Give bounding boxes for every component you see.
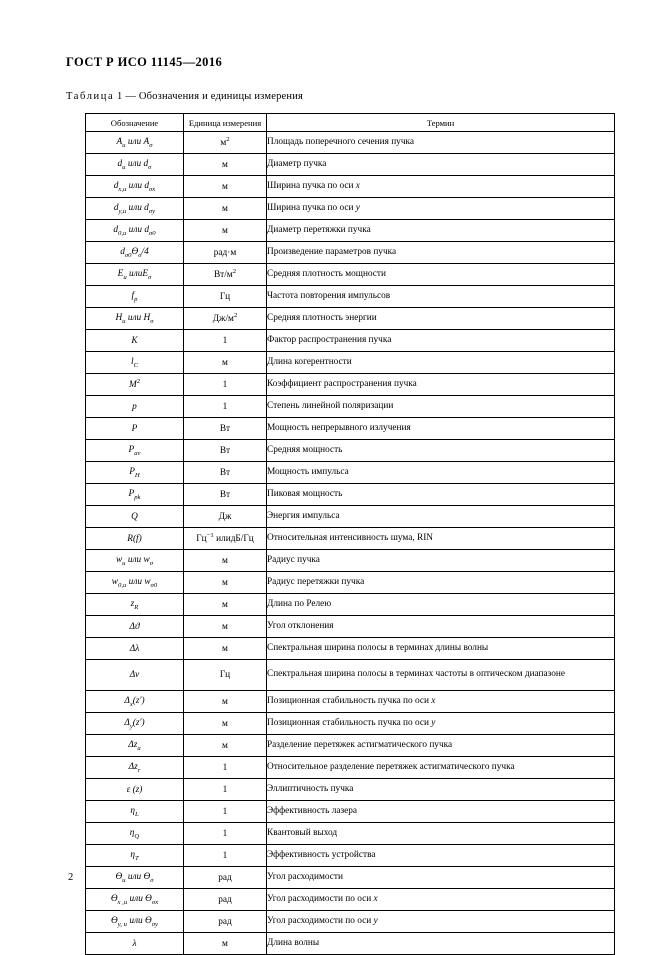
- table-row: [86, 176, 615, 198]
- cell-symbol: $d_{y,u}$ или $d_{\sigma y}$: [86, 198, 184, 220]
- table-row: [86, 638, 615, 660]
- column-header-term: Термин: [267, 114, 615, 132]
- cell-term: Позиционная стабильность пучка по оси x: [267, 691, 615, 713]
- cell-unit: рад: [184, 911, 267, 933]
- table-row: [86, 352, 615, 374]
- table-row: [86, 506, 615, 528]
- cell-unit: Вт: [184, 440, 267, 462]
- table-row: [86, 198, 615, 220]
- cell-unit: 1: [184, 845, 267, 867]
- cell-term: Эффективность лазера: [267, 801, 615, 823]
- cell-symbol: Q: [86, 506, 184, 528]
- page-title: ГОСТ Р ИСО 11145—2016: [66, 55, 223, 69]
- cell-term: Квантовый выход: [267, 823, 615, 845]
- cell-symbol: R(f): [86, 528, 184, 550]
- cell-term: Ширина пучка по оси y: [267, 198, 615, 220]
- table-caption-rest: 1 — Обозначения и единицы измерения: [114, 91, 304, 102]
- table-row: [86, 264, 615, 286]
- cell-symbol: $H_u$ или $H_\sigma$: [86, 308, 184, 330]
- table-row: [86, 418, 615, 440]
- cell-term: Диаметр перетяжки пучка: [267, 220, 615, 242]
- table-row: [86, 440, 615, 462]
- cell-term: Длина когерентности: [267, 352, 615, 374]
- cell-unit: м: [184, 713, 267, 735]
- cell-unit: м: [184, 352, 267, 374]
- cell-symbol: $\Delta z_a$: [86, 735, 184, 757]
- symbols-units-table: [85, 113, 615, 955]
- cell-term: Средняя мощность: [267, 440, 615, 462]
- cell-unit: рад: [184, 867, 267, 889]
- cell-symbol: $P_{pk}$: [86, 484, 184, 506]
- cell-symbol: $d_u$ или $d_\sigma$: [86, 154, 184, 176]
- cell-unit: Вт: [184, 462, 267, 484]
- cell-unit: $Вт/м^2$: [184, 264, 267, 286]
- table-row: [86, 462, 615, 484]
- table-row: [86, 308, 615, 330]
- cell-term: Коэффициент распространения пучка: [267, 374, 615, 396]
- cell-term: Эффективность устройства: [267, 845, 615, 867]
- cell-symbol: $E_u$ илиE$_\sigma$: [86, 264, 184, 286]
- table-caption-prefix: Таблица: [66, 91, 115, 102]
- cell-unit: м: [184, 572, 267, 594]
- table-row: [86, 757, 615, 779]
- cell-term: Энергия импульса: [267, 506, 615, 528]
- cell-unit: $Гц^{-1}$ илидБ/Гц: [184, 528, 267, 550]
- cell-term: Средняя плотность энергии: [267, 308, 615, 330]
- cell-term: Длина по Релею: [267, 594, 615, 616]
- cell-symbol: $w_u$ или $w_\sigma$: [86, 550, 184, 572]
- cell-term: Эллиптичность пучка: [267, 779, 615, 801]
- table-row: [86, 396, 615, 418]
- table-row: [86, 220, 615, 242]
- table-row: [86, 374, 615, 396]
- cell-symbol: $\Delta z_r$: [86, 757, 184, 779]
- cell-term: Угол отклонения: [267, 616, 615, 638]
- table-header-row: [86, 114, 615, 132]
- cell-unit: $м^2$: [184, 132, 267, 154]
- table-row: [86, 801, 615, 823]
- cell-term: Мощность непрерывного излучения: [267, 418, 615, 440]
- table-row: [86, 691, 615, 713]
- cell-symbol: K: [86, 330, 184, 352]
- cell-unit: м: [184, 735, 267, 757]
- cell-symbol: Δϑ: [86, 616, 184, 638]
- cell-term: Мощность импульса: [267, 462, 615, 484]
- table-row: [86, 889, 615, 911]
- cell-symbol: $z_R$: [86, 594, 184, 616]
- table-row: [86, 550, 615, 572]
- cell-term: Средняя плотность мощности: [267, 264, 615, 286]
- cell-unit: 1: [184, 757, 267, 779]
- table-row: [86, 779, 615, 801]
- cell-symbol: $ϴ_{y, u}$ или $ϴ_{\sigma y}$: [86, 911, 184, 933]
- cell-unit: Вт: [184, 484, 267, 506]
- table-row: [86, 594, 615, 616]
- cell-symbol: $d_{x,u}$ или $d_{\sigma x}$: [86, 176, 184, 198]
- table-row: [86, 713, 615, 735]
- cell-term: Угол расходимости: [267, 867, 615, 889]
- table-row: [86, 845, 615, 867]
- cell-symbol: $\eta_T$: [86, 845, 184, 867]
- table-row: [86, 823, 615, 845]
- cell-term: Разделение перетяжек астигматического пучка: [267, 735, 615, 757]
- cell-symbol: $\Delta_y(z')$: [86, 713, 184, 735]
- cell-symbol: $A_u$ или $A_\sigma$: [86, 132, 184, 154]
- cell-symbol: $\eta_L$: [86, 801, 184, 823]
- cell-term: Относительное разделение перетяжек астигматического пучка: [267, 757, 615, 779]
- table-row: [86, 484, 615, 506]
- table-row: [86, 528, 615, 550]
- table-row: [86, 330, 615, 352]
- cell-term: Относительная интенсивность шума, RIN: [267, 528, 615, 550]
- cell-unit: Вт: [184, 418, 267, 440]
- cell-unit: м: [184, 691, 267, 713]
- cell-symbol: $l_C$: [86, 352, 184, 374]
- cell-unit: м: [184, 176, 267, 198]
- cell-unit: м: [184, 616, 267, 638]
- page-number: 2: [68, 872, 74, 883]
- cell-symbol: $d_{0,u}$ или $d_{\sigma 0}$: [86, 220, 184, 242]
- cell-term: Пиковая мощность: [267, 484, 615, 506]
- cell-term: Спектральная ширина полосы в терминах частоты в оптическом диапазоне: [267, 660, 615, 691]
- cell-unit: Дж: [184, 506, 267, 528]
- cell-symbol: p: [86, 396, 184, 418]
- table-row: [86, 867, 615, 889]
- cell-symbol: $P_H$: [86, 462, 184, 484]
- cell-unit: $Дж/м^2$: [184, 308, 267, 330]
- cell-unit: рад: [184, 889, 267, 911]
- cell-symbol: $M^2$: [86, 374, 184, 396]
- table-row: [86, 735, 615, 757]
- table-row: [86, 286, 615, 308]
- cell-unit: Гц: [184, 286, 267, 308]
- cell-unit: рад·м: [184, 242, 267, 264]
- table-row: [86, 616, 615, 638]
- cell-unit: 1: [184, 330, 267, 352]
- cell-symbol: Δν: [86, 660, 184, 691]
- cell-unit: м: [184, 154, 267, 176]
- cell-unit: 1: [184, 396, 267, 418]
- cell-symbol: $w_{0,u}$ или $w_{\sigma 0}$: [86, 572, 184, 594]
- cell-unit: 1: [184, 801, 267, 823]
- column-header-symbol: Обозначение: [86, 114, 184, 132]
- cell-symbol: $d_{\sigma 0}ϴ_\sigma/4$: [86, 242, 184, 264]
- cell-unit: м: [184, 220, 267, 242]
- table-body: [86, 132, 615, 955]
- cell-term: Диаметр пучка: [267, 154, 615, 176]
- cell-symbol: ε (z): [86, 779, 184, 801]
- cell-term: Угол расходимости по оси x: [267, 889, 615, 911]
- table-header: [86, 114, 615, 132]
- cell-term: Фактор распространения пучка: [267, 330, 615, 352]
- cell-term: Радиус пучка: [267, 550, 615, 572]
- cell-term: Ширина пучка по оси x: [267, 176, 615, 198]
- cell-unit: м: [184, 550, 267, 572]
- cell-unit: м: [184, 638, 267, 660]
- cell-symbol: $ϴ_{x ,u}$ или $ϴ_{\sigma x}$: [86, 889, 184, 911]
- table-row: [86, 154, 615, 176]
- cell-term: Угол расходимости по оси y: [267, 911, 615, 933]
- cell-term: Произведение параметров пучка: [267, 242, 615, 264]
- cell-symbol: $f_p$: [86, 286, 184, 308]
- cell-symbol: $P_{av}$: [86, 440, 184, 462]
- cell-symbol: $\Delta_x(z')$: [86, 691, 184, 713]
- cell-term: Площадь поперечного сечения пучка: [267, 132, 615, 154]
- table-row: [86, 911, 615, 933]
- cell-term: Позиционная стабильность пучка по оси y: [267, 713, 615, 735]
- table-row: [86, 132, 615, 154]
- cell-symbol: $\eta_Q$: [86, 823, 184, 845]
- cell-term: Радиус перетяжки пучка: [267, 572, 615, 594]
- table-row: [86, 242, 615, 264]
- cell-unit: Гц: [184, 660, 267, 691]
- column-header-unit: Единица измерения: [184, 114, 267, 132]
- cell-unit: 1: [184, 374, 267, 396]
- cell-symbol: Δλ: [86, 638, 184, 660]
- cell-symbol: λ: [86, 933, 184, 955]
- cell-symbol: $ϴ_u$ или $ϴ_\sigma$: [86, 867, 184, 889]
- cell-unit: м: [184, 594, 267, 616]
- table-row: [86, 660, 615, 691]
- cell-unit: 1: [184, 779, 267, 801]
- cell-unit: 1: [184, 823, 267, 845]
- cell-unit: м: [184, 198, 267, 220]
- cell-term: Спектральная ширина полосы в терминах длины волны: [267, 638, 615, 660]
- table-caption: [66, 91, 303, 102]
- table-row: [86, 572, 615, 594]
- cell-symbol: P: [86, 418, 184, 440]
- cell-term: Длина волны: [267, 933, 615, 955]
- cell-unit: м: [184, 933, 267, 955]
- cell-term: Частота повторения импульсов: [267, 286, 615, 308]
- cell-term: Степень линейной поляризации: [267, 396, 615, 418]
